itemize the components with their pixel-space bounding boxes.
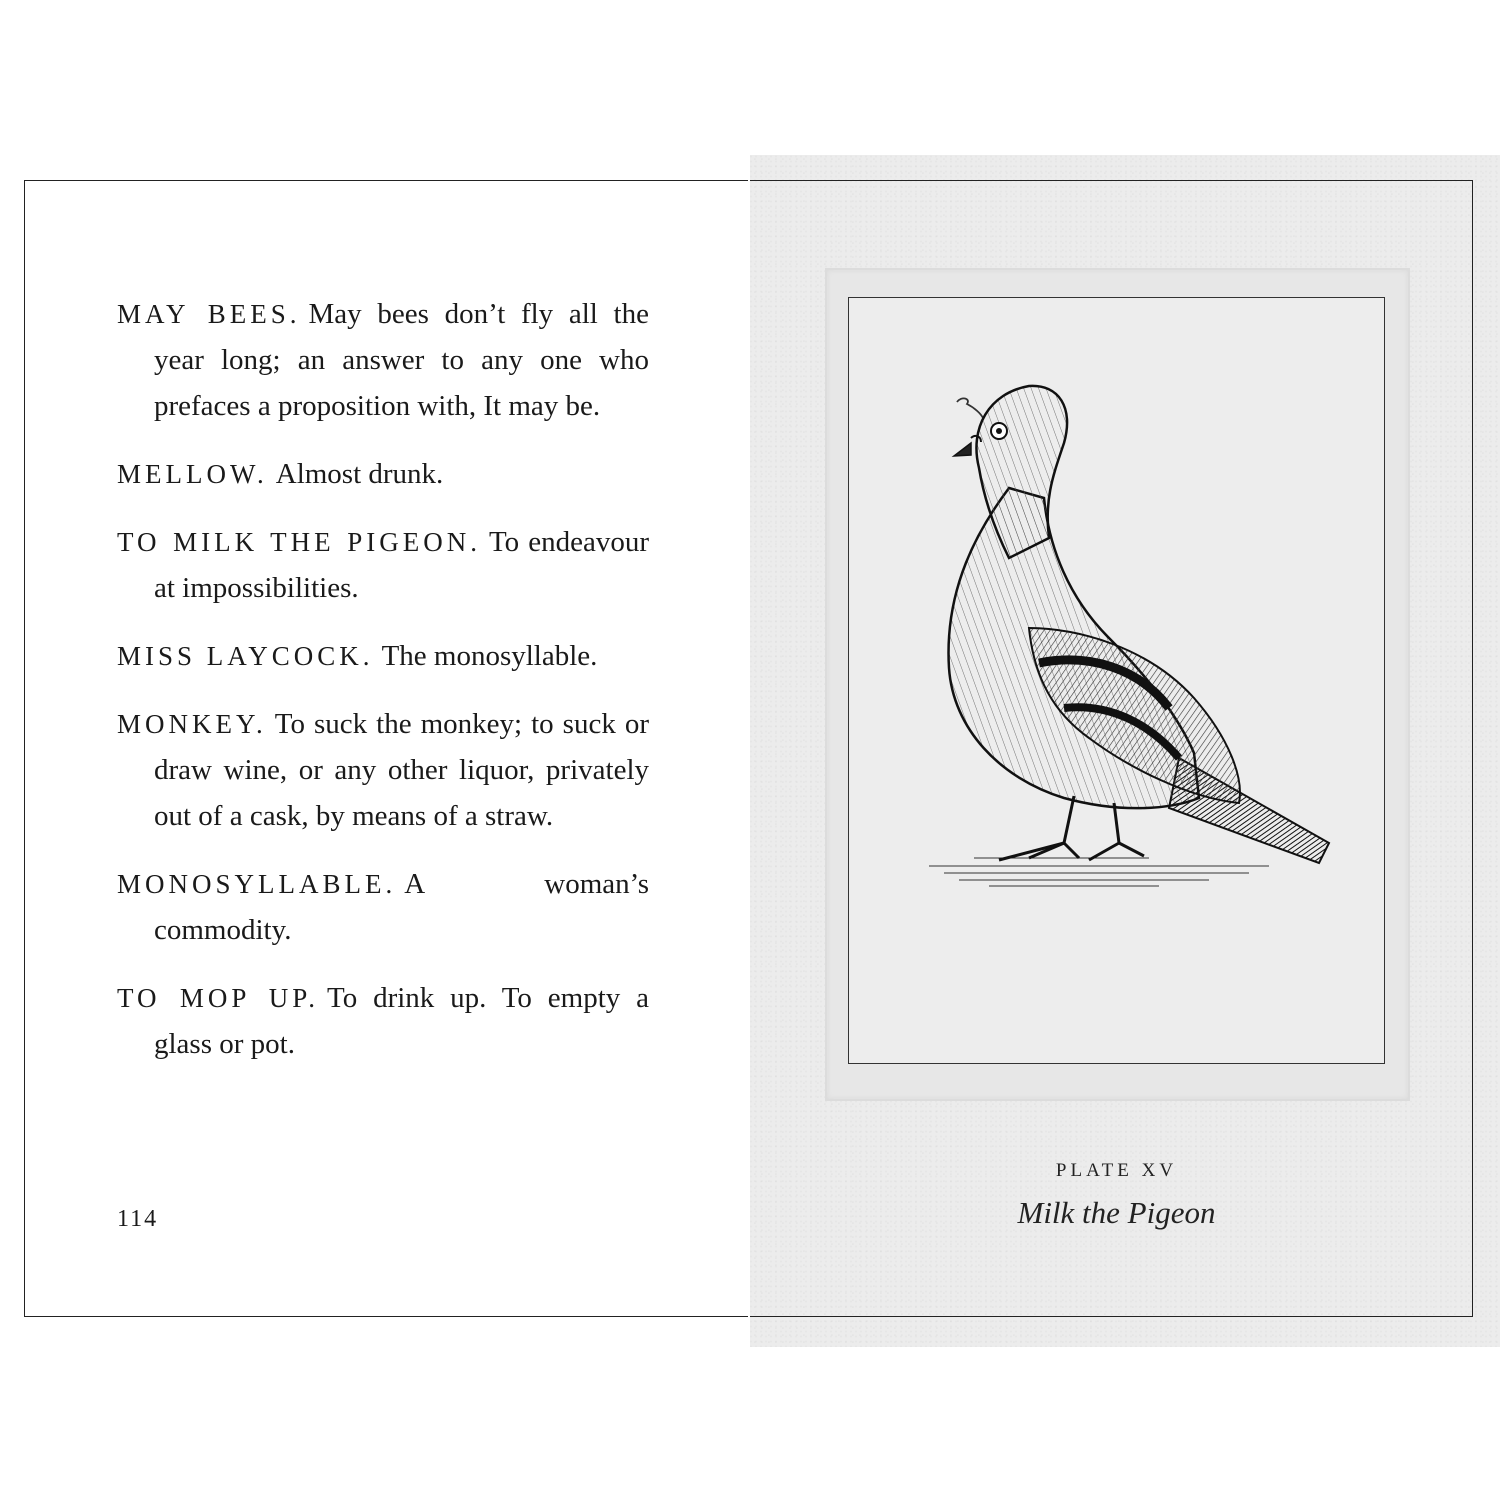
entry-term: TO MILK THE PIGEON. [117,527,481,557]
page-number: 114 [117,1206,159,1232]
entry [117,861,649,953]
entry-definition: To drink up. To empty a glass or pot. [154,982,649,1060]
plate-label: PLATE XV [1055,1160,1178,1181]
plate-frame [848,297,1385,1064]
plate-title: Milk the Pigeon [1017,1195,1216,1230]
entry-term: MONOSYLLABLE. [117,869,397,899]
entry-term: MELLOW. [117,459,268,489]
entry-term: MONKEY. [117,709,267,739]
entry-definition: The monosyllable. [381,640,598,672]
dictionary-entries [117,291,649,1089]
entry [117,291,649,429]
pigeon-illustration [849,298,1386,1065]
entry [117,451,649,497]
entry-term: MAY BEES. [117,299,301,329]
right-page [750,155,1500,1347]
entry-definition: A woman’s commodity. [154,868,649,946]
entry-definition: May bees don’t fly all the year long; an answer to any one who prefaces a proposition with, It may be. [154,298,649,422]
entry [117,633,649,679]
entry [117,519,649,611]
entry-definition: To suck the monkey; to suck or draw wine, or any other liquor, privately out of a cask, by means of a straw. [154,708,649,832]
entry-term: TO MOP UP. [117,983,320,1013]
entry [117,701,649,839]
left-page [24,180,748,1317]
entry [117,975,649,1067]
entry-definition: Almost drunk. [275,458,444,490]
entry-definition: To endeavour at impossibilities. [154,526,649,604]
entry-term: MISS LAYCOCK. [117,641,374,671]
